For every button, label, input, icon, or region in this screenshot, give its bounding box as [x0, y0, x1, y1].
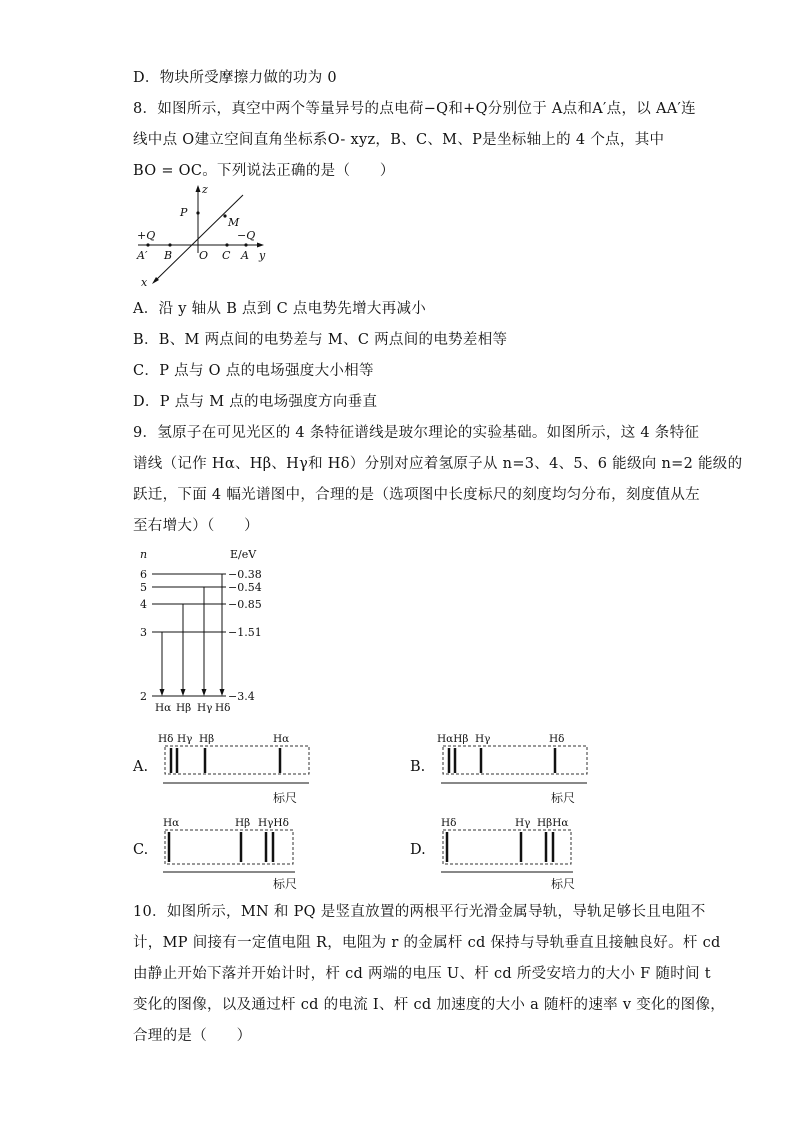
- q9-spectrum-d: [433, 810, 593, 892]
- svg-text:−0.54: −0.54: [228, 581, 262, 594]
- q9-spectrum-b-scale: 标尺: [551, 791, 576, 805]
- svg-text:6: 6: [140, 568, 147, 581]
- q10-stem-line3: 由静止开始下落并开始计时，杆 cd 两端的电压 U、杆 cd 所受安培力的大小 F 随时间 t: [133, 966, 711, 982]
- q10-stem-line5: 合理的是（ ）: [133, 1028, 252, 1044]
- svg-text:HγHδ: HγHδ: [258, 817, 289, 829]
- q8-minusq-label: −Q: [237, 229, 256, 242]
- q9-stem-line3: 跃迁，下面 4 幅光谱图中，合理的是（选项图中长度标尺的刻度均匀分布，刻度值从左: [133, 487, 700, 503]
- q8-point-c: [225, 243, 228, 246]
- svg-text:−0.85: −0.85: [228, 598, 262, 611]
- svg-text:Hγ: Hγ: [515, 817, 531, 829]
- svg-text:HβHα: HβHα: [537, 817, 569, 829]
- svg-text:Hδ: Hδ: [441, 817, 457, 829]
- q10-stem-line4: 变化的图像，以及通过杆 cd 的电流 I、杆 cd 加速度的大小 a 随杆的速率 v 变化的图像，: [133, 997, 726, 1013]
- q9-spectrum-b: [433, 726, 593, 808]
- q8-z-label: z: [202, 183, 208, 196]
- svg-text:2: 2: [140, 690, 147, 703]
- q9-option-d-label: D.: [410, 842, 426, 858]
- q9-stem-line1: 9．氢原子在可见光区的 4 条特征谱线是玻尔理论的实验基础。如图所示，这 4 条特征: [133, 425, 700, 441]
- svg-text:Hδ: Hδ: [215, 702, 231, 714]
- q8-point-m: [223, 214, 226, 217]
- q9-option-a-label: A.: [133, 759, 149, 775]
- q8-option-d: D．P 点与 M 点的电场强度方向垂直: [133, 394, 378, 410]
- q8-point-aprime: [146, 243, 149, 246]
- q8-plusq-label: +Q: [137, 229, 156, 242]
- q9-option-c-label: C.: [133, 842, 149, 858]
- q8-coordinate-figure: [133, 183, 278, 288]
- svg-text:Hβ: Hβ: [235, 817, 251, 829]
- svg-text:Hγ: Hγ: [475, 733, 491, 745]
- svg-text:Hα: Hα: [163, 817, 180, 829]
- svg-text:4: 4: [140, 598, 147, 611]
- q8-stem-line3: BO = OC。下列说法正确的是（ ）: [133, 163, 395, 179]
- q9-n-label: n: [140, 548, 148, 561]
- q7-option-d: D．物块所受摩擦力做的功为 0: [133, 70, 337, 86]
- q8-option-b: B．B、M 两点间的电势差与 M、C 两点间的电势差相等: [133, 332, 508, 348]
- q8-point-p: [196, 211, 199, 214]
- q8-a-label: A: [241, 249, 249, 262]
- q9-spectrum-a: [155, 726, 315, 808]
- q8-c-label: C: [222, 249, 231, 262]
- q9-energy-level-diagram: [134, 544, 294, 716]
- q9-stem-line4: 至右增大）（ ）: [133, 518, 259, 534]
- q8-o-label: O: [199, 249, 209, 262]
- q8-option-c: C．P 点与 O 点的电场强度大小相等: [133, 363, 374, 379]
- q8-point-a: [244, 243, 247, 246]
- svg-text:Hγ: Hγ: [197, 702, 213, 714]
- q10-stem-line2: 计，MP 间接有一定值电阻 R，电阻为 r 的金属杆 cd 保持与导轨垂直且接触良好。杆 cd: [133, 935, 721, 951]
- svg-text:Hβ: Hβ: [176, 702, 192, 714]
- q8-aprime-label: A′: [137, 249, 148, 262]
- q8-y-label: y: [259, 249, 266, 262]
- svg-text:−0.38: −0.38: [228, 568, 262, 581]
- q9-spectrum-a-scale: 标尺: [273, 791, 298, 805]
- q9-spectrum-c-scale: 标尺: [273, 877, 298, 891]
- q8-stem-line1: 8．如图所示，真空中两个等量异号的点电荷−Q和+Q分别位于 A点和A′点，以 AA′连: [133, 101, 696, 117]
- svg-text:−3.4: −3.4: [228, 690, 255, 703]
- svg-text:Hδ: Hδ: [158, 733, 174, 745]
- svg-text:HαHβ: HαHβ: [437, 733, 469, 745]
- q9-spectrum-d-scale: 标尺: [551, 877, 576, 891]
- svg-text:−1.51: −1.51: [228, 626, 262, 639]
- q8-m-label: M: [228, 216, 240, 229]
- q9-e-label: E/eV: [230, 548, 257, 561]
- q9-spectrum-c: [155, 810, 315, 892]
- q8-b-label: B: [164, 249, 173, 262]
- svg-text:Hβ: Hβ: [199, 733, 215, 745]
- q9-option-b-label: B.: [410, 759, 426, 775]
- q8-point-b: [168, 243, 171, 246]
- svg-text:Hα: Hα: [273, 733, 290, 745]
- svg-text:Hα: Hα: [155, 702, 172, 714]
- q10-stem-line1: 10．如图所示，MN 和 PQ 是竖直放置的两根平行光滑金属导轨，导轨足够长且电阻不: [133, 904, 706, 920]
- svg-text:Hδ: Hδ: [549, 733, 565, 745]
- svg-text:Hγ: Hγ: [177, 733, 193, 745]
- svg-text:3: 3: [140, 626, 147, 639]
- q9-stem-line2: 谱线（记作 Hα、Hβ、Hγ和 Hδ）分别对应着氢原子从 n=3、4、5、6 能级向 n=2 能级的: [133, 456, 743, 472]
- svg-text:5: 5: [140, 581, 147, 594]
- q8-stem-line2: 线中点 O建立空间直角坐标系O- xyz，B、C、M、P是坐标轴上的 4 个点，其中: [133, 132, 665, 148]
- q8-x-label: x: [141, 276, 148, 288]
- q8-p-label: P: [180, 206, 188, 219]
- q8-option-a: A．沿 y 轴从 B 点到 C 点电势先增大再减小: [133, 301, 427, 317]
